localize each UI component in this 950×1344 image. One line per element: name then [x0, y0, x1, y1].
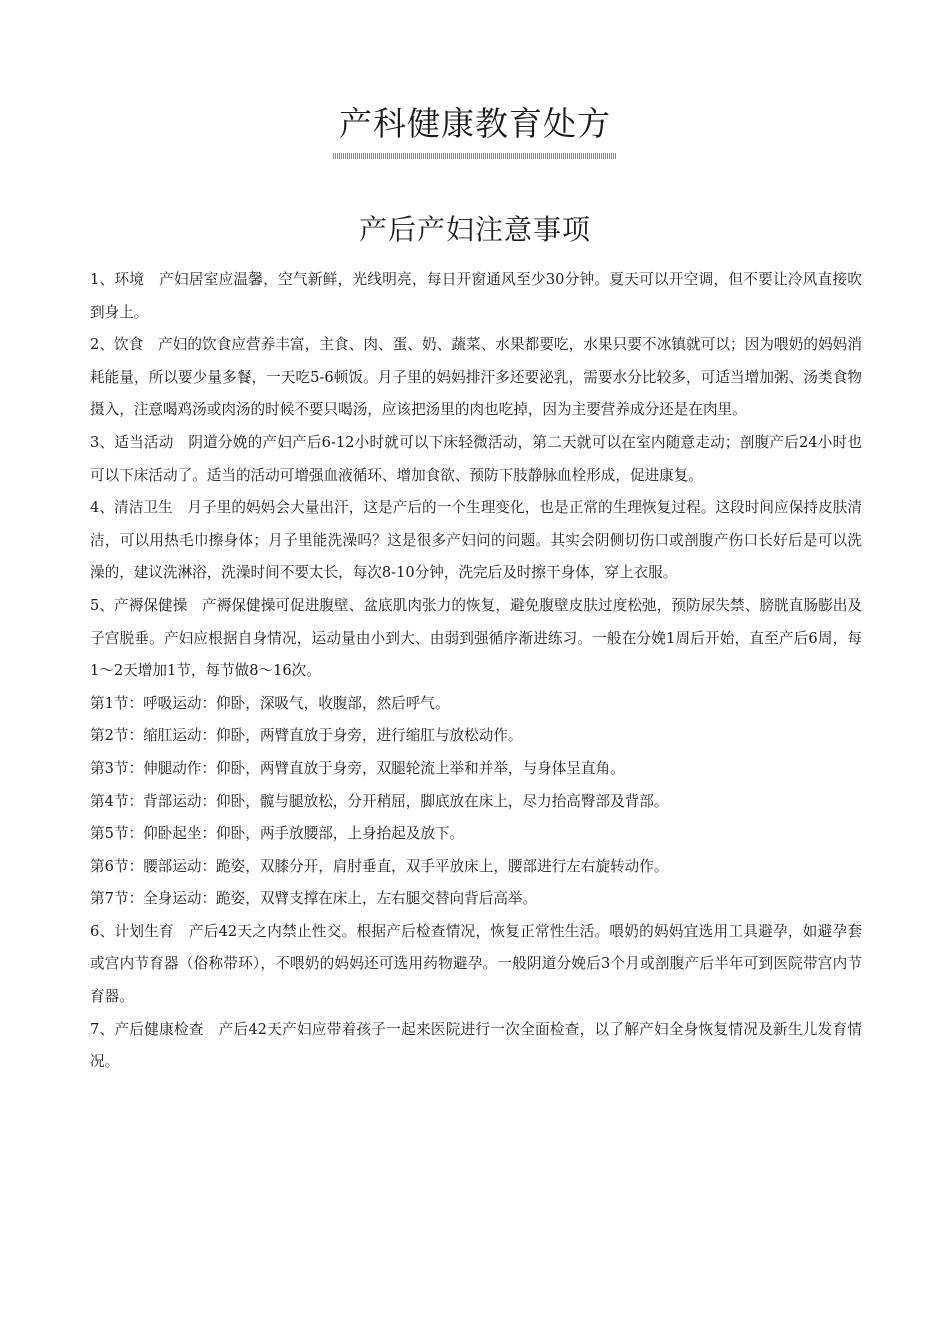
paragraph-family-planning: 6、计划生育 产后42天之内禁止性交。根据产后检查情况，恢复正常性生活。喂奶的妈妈宜选用工具避孕，如避孕套或宫内节育器（俗称带环），不喂奶的妈妈还可选用药物避孕。一般阴道分娩后3个月或剖腹产后半年可到医院带宫内节育器。 [90, 922, 862, 1006]
exercise-step-3: 第3节：伸腿动作：仰卧，两臂直放于身旁，双腿轮流上举和并举，与身体呈直角。 [90, 759, 625, 777]
title-underline [333, 153, 617, 159]
document-title: 产科健康教育处方 [339, 104, 611, 143]
paragraph-hygiene: 4、清洁卫生 月子里的妈妈会大量出汗，这是产后的一个生理变化，也是正常的生理恢复过程。这段时间应保持皮肤清洁，可以用热毛巾擦身体；月子里能洗澡吗？这是很多产妇问的问题。其实会阴侧切伤口或剖腹产伤口长好后是可以洗澡的，建议洗淋浴，洗澡时间不要太长，每次8-10分钟，洗完后及时擦干身体，穿上衣服。 [90, 499, 862, 582]
paragraph-postpartum-checkup: 7、产后健康检查 产后42天产妇应带着孩子一起来医院进行一次全面检查，以了解产妇全身恢复情况及新生儿发育情况。 [90, 1020, 862, 1071]
exercise-step-2: 第2节：缩肛运动：仰卧，两臂直放于身旁，进行缩肛与放松动作。 [90, 727, 523, 745]
exercise-step-6: 第6节：腰部运动：跪姿，双膝分开，肩肘垂直，双手平放床上，腰部进行左右旋转动作。 [90, 857, 669, 875]
exercise-step-4: 第4节：背部运动：仰卧，髋与腿放松，分开稍屈，脚底放在床上，尽力抬高臀部及背部。 [90, 792, 669, 810]
exercise-step-5: 第5节：仰卧起坐：仰卧，两手放腰部，上身抬起及放下。 [90, 825, 465, 843]
paragraph-environment: 1、环境 产妇居室应温馨，空气新鲜，光线明亮，每日开窗通风至少30分钟。夏天可以开空调，但不要让冷风直接吹到身上。 [90, 271, 862, 321]
paragraph-diet: 2、饮食 产妇的饮食应营养丰富，主食、肉、蛋、奶、蔬菜、水果都要吃，水果只要不冰镇就可以；因为喂奶的妈妈消耗能量，所以要少量多餐，一天吃5-6顿饭。月子里的妈妈排汗多还要泌乳，需要水分比较多，可适当增加粥、汤类食物摄入，注意喝鸡汤或肉汤的时候不要只喝汤，应该把汤里的肉也吃掉，因为主要营养成分还是在肉里。 [90, 336, 862, 419]
paragraph-postpartum-exercise: 5、产褥保健操 产褥保健操可促进腹壁、盆底肌肉张力的恢复，避免腹壁皮肤过度松弛，预防尿失禁、膀胱直肠膨出及子宫脱垂。产妇应根据自身情况，运动量由小到大、由弱到强循序渐进练习。一般在分娩1周后开始，直至产后6周，每1～2天增加1节，每节做8～16次。 [90, 596, 862, 680]
exercise-step-7: 第7节：全身运动：跪姿，双臂支撑在床上，左右腿交替向背后高举。 [90, 890, 538, 908]
document-body [90, 264, 862, 1079]
document-subtitle: 产后产妇注意事项 [358, 213, 591, 246]
paragraph-activity: 3、适当活动 阴道分娩的产妇产后6-12小时就可以下床轻微活动，第二天就可以在室内随意走动；剖腹产后24小时也可以下床活动了。适当的活动可增强血液循环、增加食欲、预防下肢静脉血栓形成，促进康复。 [90, 433, 862, 484]
exercise-step-1: 第1节：呼吸运动：仰卧，深吸气，收腹部，然后呼气。 [90, 694, 450, 712]
